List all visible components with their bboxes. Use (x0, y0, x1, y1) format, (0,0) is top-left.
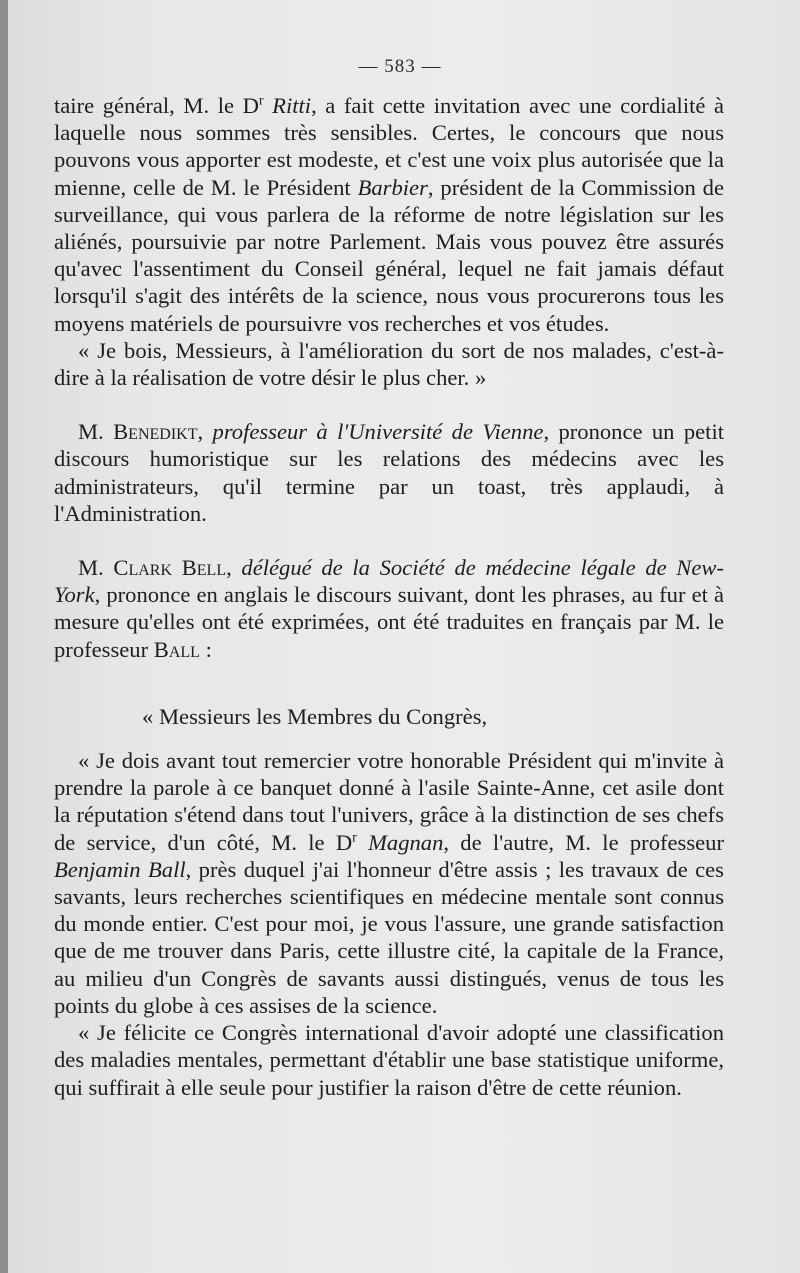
person-name: Magnan (368, 829, 444, 855)
paragraph-continuation (54, 92, 724, 337)
person-name: Clark Bell (113, 555, 227, 581)
page-body (54, 92, 724, 1101)
paragraph-clark-bell (54, 554, 724, 663)
text-run: , (197, 419, 213, 445)
paragraph-toast: « Je bois, Messieurs, à l'amélioration du sort de nos malades, c'est-à-dire à la réalisation de votre désir le plus cher. » (54, 337, 724, 391)
text-run: , président de la Commission de surveillance, qui vous parlera de la réforme de notre législation sur les aliénés, poursuivie par notre Parlement. Mais vous pouvez être assurés qu'avec l'assentiment du Conseil général, lequel ne fait jamais défaut lorsqu'il s'agit des intérêts de la science, nous vous procurerons tous les moyens matériels de poursuivre vos recherches et vos études. (54, 174, 724, 336)
paragraph-benedikt (54, 418, 724, 527)
text-run: M. (78, 555, 114, 581)
text-run: , (226, 555, 242, 581)
person-name: Ball (153, 636, 200, 662)
text-run: , de l'autre, M. le professeur (443, 829, 724, 855)
speech-salutation: « Messieurs les Membres du Congrès, (142, 703, 488, 729)
text-run: taire général, M. le D (54, 93, 259, 118)
text-run: , prononce en anglais le discours suivant, dont les phrases, au fur et à mesure qu'elles ont été exprimées, ont été traduites en français par M. le professeur (54, 582, 724, 662)
person-name: Benedikt (113, 419, 198, 445)
text-run: M. (78, 419, 114, 445)
person-name: Barbier (357, 174, 428, 200)
page-number: — 583 — (358, 56, 442, 77)
paragraph-speech-2: « Je félicite ce Congrès international d'avoir adopté une classification des maladies mentales, permettant d'établir une base statistique uniforme, qui suffirait à elle seule pour justifier la raison d'être de cette réunion. (54, 1020, 724, 1100)
text-run: « Je dois avant tout remercier votre honorable Président qui m'invite à prendre la parole à ce banquet donné à l'asile Sainte-Anne, cet asile dont la réputation s'étend dans tout l'univers, grâce à la distinction de ses chefs de service, d'un côté, M. le D (54, 748, 724, 855)
text-run: : (199, 636, 212, 662)
person-name: Benjamin Ball (54, 856, 186, 882)
paragraph-speech-1 (54, 747, 724, 1019)
superscript: r (258, 93, 264, 109)
text-run: , a fait cette invitation avec une cordialité à laquelle nous sommes très sensibles. Certes, le concours que nous pouvons vous apporter est modeste, et c'est une voix plus autorisée que la mienne, celle de M. le Président (54, 93, 724, 200)
text-run: , près duquel j'ai l'honneur d'être assis ; les travaux de ces savants, leurs recherches scientifiques en médecine mentale sont connus du monde entier. C'est pour moi, je vous l'assure, une grande satisfaction que de me trouver dans Paris, cette illustre cité, la capitale de la France, au milieu d'un Congrès de savants aussi distingués, venus de tous les points du globe à ces assises de la science. (54, 856, 724, 1018)
superscript: r (352, 830, 357, 846)
person-name: Ritti (272, 93, 312, 118)
text-run: , prononce un petit discours humoristique sur les relations des médecins avec les administrateurs, qu'il termine par un toast, très applaudi, à l'Administration. (54, 419, 724, 526)
person-role: professeur à l'Université de Vienne (212, 419, 544, 445)
person-role: délégué de la Société de médecine légale de New-York (54, 555, 724, 608)
